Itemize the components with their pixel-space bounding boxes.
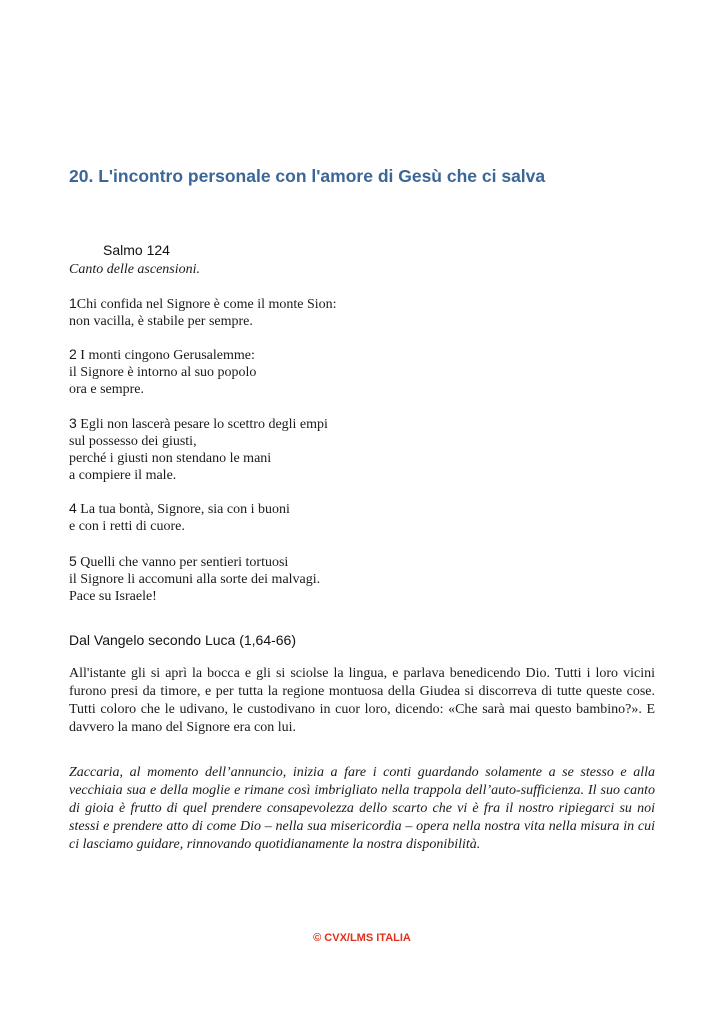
verse-line: 1Chi confida nel Signore è come il monte Sion: <box>69 295 337 312</box>
psalm-verse-2 <box>69 346 256 398</box>
psalm-verse-4 <box>69 500 290 535</box>
psalm-verse-3 <box>69 415 328 484</box>
verse-line: perché i giusti non stendano le mani <box>69 451 272 466</box>
verse-number: 2 <box>69 346 77 362</box>
verse-line: 5 Quelli che vanno per sentieri tortuosi <box>69 553 289 570</box>
verse-line: 4 La tua bontà, Signore, sia con i buoni <box>69 500 290 517</box>
psalm-heading: Salmo 124 <box>103 242 170 258</box>
verse-line: il Signore li accomuni alla sorte dei malvagi. <box>69 572 321 587</box>
verse-number: 3 <box>69 415 77 431</box>
verse-number: 5 <box>69 553 77 569</box>
psalm-subtitle: Canto delle ascensioni. <box>69 262 201 277</box>
psalm-verse-5 <box>69 553 320 605</box>
gospel-heading: Dal Vangelo secondo Luca (1,64-66) <box>69 632 297 648</box>
verse-line: il Signore è intorno al suo popolo <box>69 365 257 380</box>
verse-line: 3 Egli non lascerà pesare lo scettro degli empi <box>69 415 328 432</box>
page-title: 20. L'incontro personale con l'amore di Gesù che ci salva <box>69 166 546 186</box>
verse-line: e con i retti di cuore. <box>69 519 185 534</box>
verse-line: ora e sempre. <box>69 382 145 397</box>
psalm-verse-1 <box>69 295 337 330</box>
commentary-paragraph: Zaccaria, al momento dell’annuncio, inizia a fare i conti guardando solamente a se stesso e alla vecchiaia sua e della moglie e rimane così imbrigliato nella trappola dell’auto-sufficienza. Il suo canto di gioia è frutto di quel prendere consapevolezza dello scarto che vi è fra il nostro ripiegarci su noi stessi e prendere atto di come Dio – nella sua misericordia – opera nella nostra vita nella misura in cui ci lasciamo guidare, rinnovando quotidianamente la nostra disponibilità. <box>69 765 655 852</box>
verse-number: 1 <box>69 295 77 311</box>
verse-number: 4 <box>69 500 77 516</box>
verse-line: Pace su Israele! <box>69 589 157 604</box>
verse-line: non vacilla, è stabile per sempre. <box>69 314 253 329</box>
verse-line: 2 I monti cingono Gerusalemme: <box>69 346 255 363</box>
gospel-passage: All'istante gli si aprì la bocca e gli si sciolse la lingua, e parlava benedicendo Dio. Tutti i loro vicini furono presi da timore, e per tutta la regione montuosa della Giudea si discorreva di tutte queste cose. Tutti coloro che le udivano, le custodivano in cuor loro, dicendo: «Che sarà mai questo bambino?». E davvero la mano del Signore era con lui. <box>69 666 655 735</box>
verse-line: sul possesso dei giusti, <box>69 434 197 449</box>
verse-line: a compiere il male. <box>69 468 177 483</box>
footer-copyright: © CVX/LMS ITALIA <box>313 932 411 944</box>
